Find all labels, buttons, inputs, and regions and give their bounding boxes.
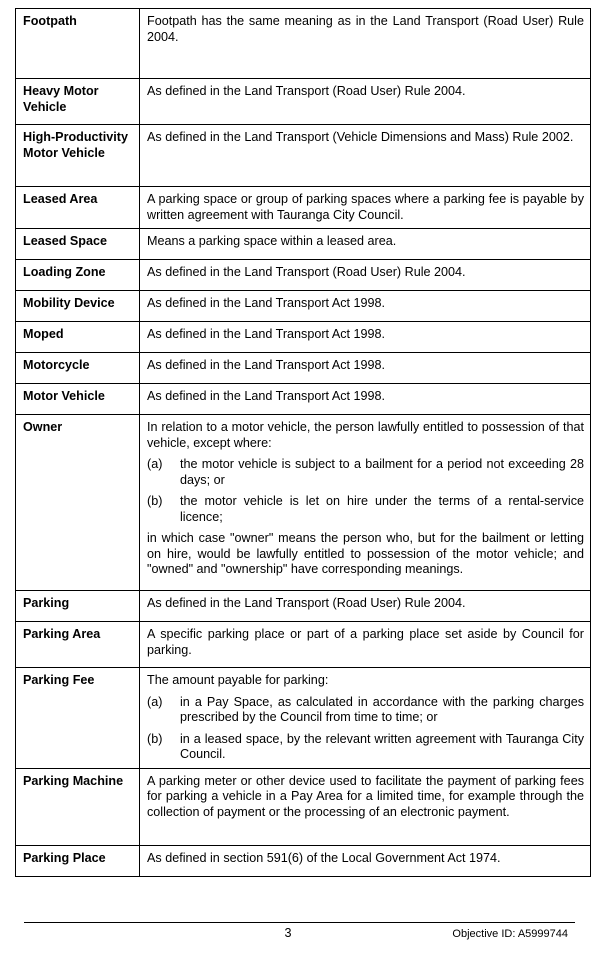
subitem-label: (a) [147,694,163,709]
definition-row [16,187,591,229]
definition-row [16,125,591,187]
footer-rule [24,922,575,923]
definition-text [140,353,591,384]
definition-text [140,260,591,291]
definition-term: Heavy Motor Vehicle [16,79,140,125]
definition-text [140,322,591,353]
definition-row [16,622,591,668]
definitions-table [15,8,591,877]
definition-term: Leased Space [16,229,140,260]
definition-row [16,845,591,876]
definition-term: Parking Machine [16,768,140,845]
definition-row [16,322,591,353]
definition-paragraph: As defined in the Land Transport Act 1998. [147,296,386,310]
objective-id: Objective ID: A5999744 [452,928,568,940]
definition-term: Leased Area [16,187,140,229]
definition-text [140,622,591,668]
definition-text [140,384,591,415]
definition-row [16,668,591,769]
definition-paragraph: A parking meter or other device used to facilitate the payment of parking fees for parking a vehicle in a Pay Area for a limited time, for example through the collection of payment or the processing of an electronic payment. [147,773,584,819]
definition-paragraph: The amount payable for parking: [147,673,329,687]
definition-text [140,187,591,229]
definition-paragraph: Means a parking space within a leased area. [147,234,397,248]
definition-term: Motorcycle [16,353,140,384]
definition-closing-paragraph: in which case "owner" means the person who, but for the bailment or letting on hire, would be lawfully entitled to possession of the motor vehicle; and "owned" and "ownership" have corresponding meanings. [147,531,584,576]
definition-row [16,353,591,384]
definition-text [140,768,591,845]
definition-subitem [147,457,584,488]
definition-text [140,291,591,322]
definition-term: Mobility Device [16,291,140,322]
definition-paragraph: As defined in the Land Transport (Road User) Rule 2004. [147,84,466,98]
subitem-text: in a Pay Space, as calculated in accordance with the parking charges prescribed by the Council from time to time; or [180,694,584,724]
definition-row [16,291,591,322]
definition-term: Footpath [16,9,140,79]
definition-paragraph: In relation to a motor vehicle, the person lawfully entitled to possession of that vehicle, except where: [147,420,584,450]
definition-paragraph: As defined in the Land Transport Act 1998. [147,327,386,341]
definition-subitem [147,695,584,726]
subitem-text: in a leased space, by the relevant written agreement with Tauranga City Council. [180,731,584,761]
subitem-text: the motor vehicle is let on hire under the terms of a rental-service licence; [180,494,584,524]
definition-term: Loading Zone [16,260,140,291]
definition-text [140,845,591,876]
definition-text [140,9,591,79]
definition-paragraph: As defined in the Land Transport Act 1998. [147,389,386,403]
definition-paragraph: As defined in the Land Transport (Road User) Rule 2004. [147,596,466,610]
definition-row [16,9,591,79]
definition-paragraph: As defined in the Land Transport Act 1998. [147,358,386,372]
definition-text [140,668,591,769]
definition-text [140,125,591,187]
definition-row [16,260,591,291]
subitem-label: (a) [147,457,163,471]
definition-term: Motor Vehicle [16,384,140,415]
definition-row [16,79,591,125]
definition-paragraph: As defined in the Land Transport (Vehicle Dimensions and Mass) Rule 2002. [147,130,574,144]
definition-paragraph: A specific parking place or part of a parking place set aside by Council for parking. [147,627,584,657]
subitem-label: (b) [147,494,163,508]
definition-text [140,229,591,260]
definition-row [16,384,591,415]
definition-term: Owner [16,415,140,591]
definition-subitem [147,494,584,525]
definition-term: Parking Fee [16,668,140,769]
definition-term: Moped [16,322,140,353]
definition-row [16,591,591,622]
definition-term: High-Productivity Motor Vehicle [16,125,140,187]
definitions-body [16,9,591,877]
page-number: 3 [284,926,292,940]
definition-text [140,79,591,125]
definition-text [140,591,591,622]
definition-term: Parking Place [16,845,140,876]
definition-paragraph: Footpath has the same meaning as in the Land Transport (Road User) Rule 2004. [147,14,584,44]
definition-paragraph: A parking space or group of parking spaces where a parking fee is payable by written agreement with Tauranga City Council. [147,192,584,222]
subitem-text: the motor vehicle is subject to a bailment for a period not exceeding 28 days; or [180,457,584,487]
definition-row [16,415,591,591]
definition-row [16,768,591,845]
definition-term: Parking [16,591,140,622]
subitem-label: (b) [147,731,163,746]
definition-paragraph: As defined in section 591(6) of the Local Government Act 1974. [147,850,501,865]
definition-paragraph: As defined in the Land Transport (Road User) Rule 2004. [147,265,466,279]
definition-term: Parking Area [16,622,140,668]
definition-row [16,229,591,260]
definition-subitem [147,732,584,763]
definition-text [140,415,591,591]
